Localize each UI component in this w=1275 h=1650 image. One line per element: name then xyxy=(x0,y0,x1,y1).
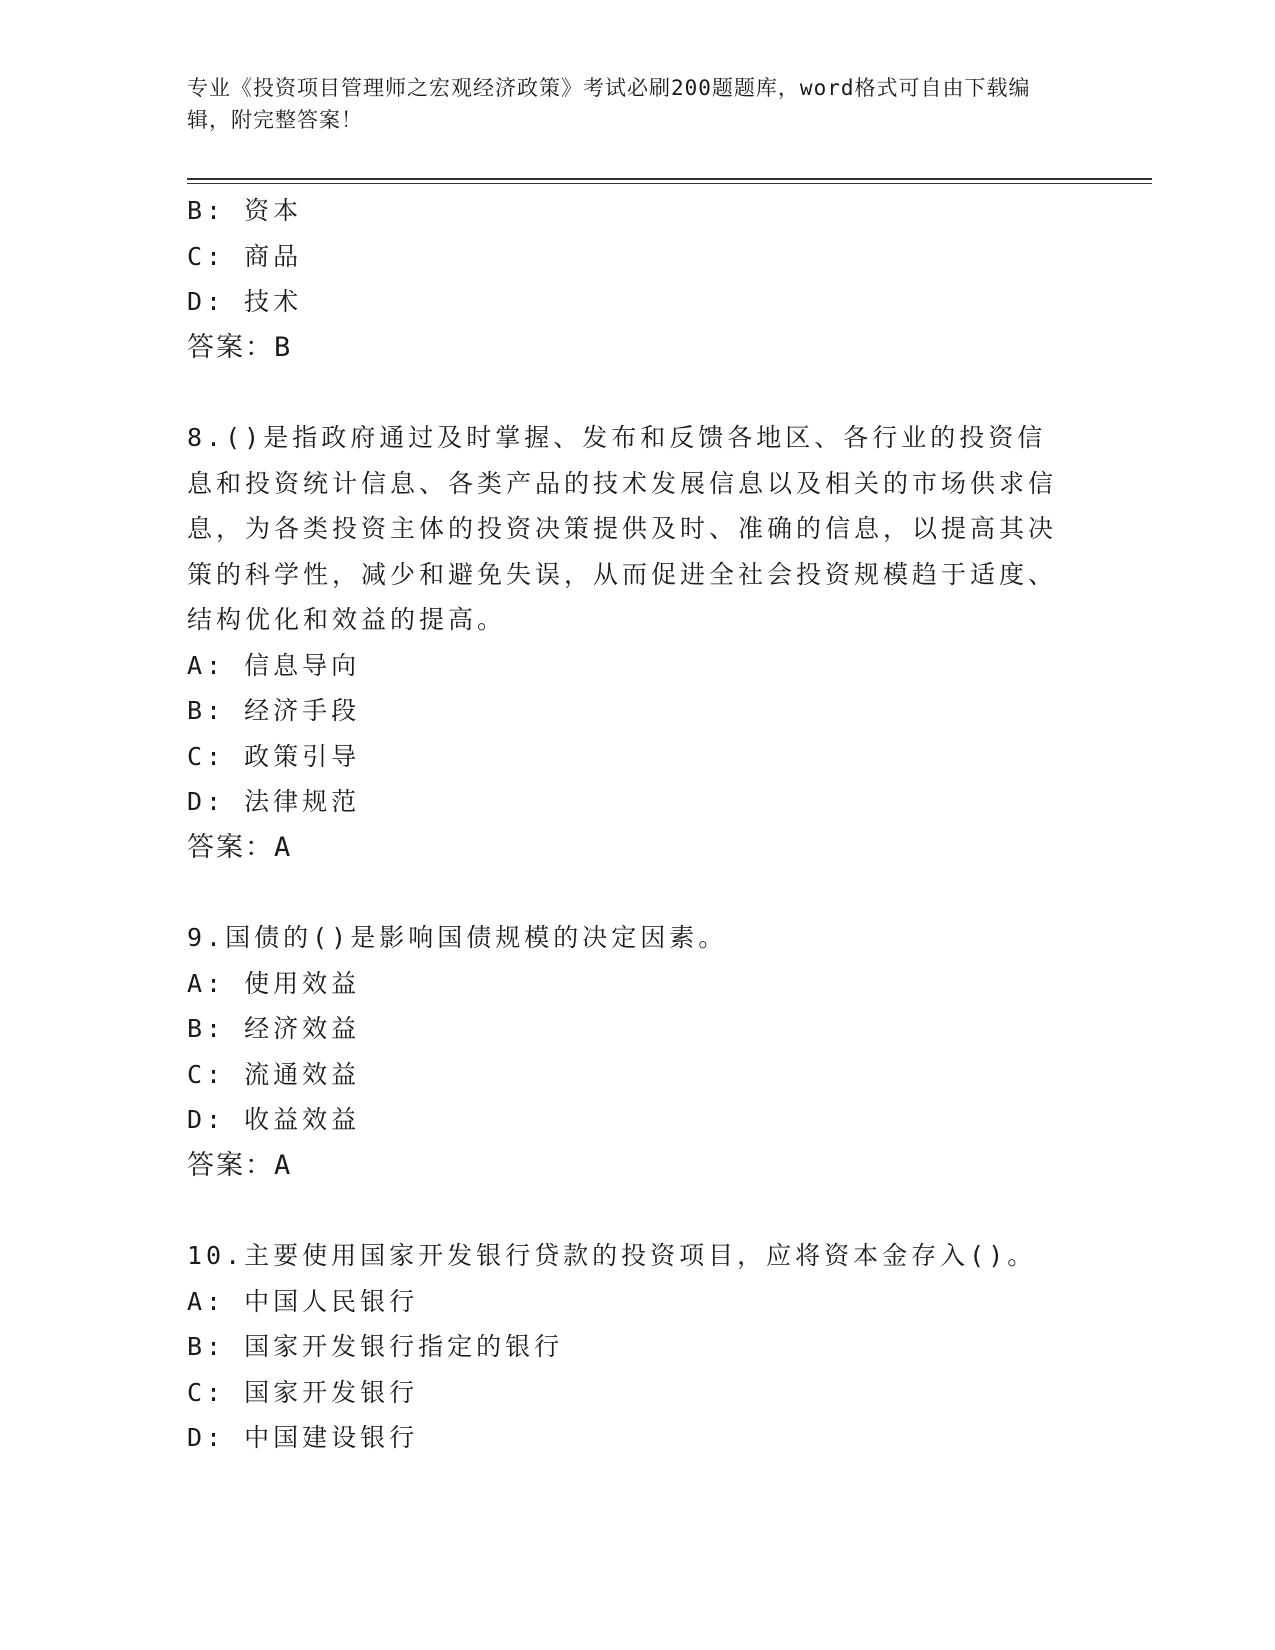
option-a: A: 使用效益 xyxy=(187,968,361,998)
option-a: A: 中国人民银行 xyxy=(187,1286,419,1316)
document-header: 专业《投资项目管理师之宏观经济政策》考试必刷200题题库，word格式可自由下载编辑，附完整答案！ xyxy=(187,76,1031,132)
option-d: D: 法律规范 xyxy=(187,787,361,816)
option-c: C: 政策引导 xyxy=(187,741,361,771)
option-a: A: 信息导向 xyxy=(187,650,361,680)
option-d: D: 技术 xyxy=(187,287,303,316)
option-c: C: 商品 xyxy=(187,241,303,271)
option-b: B: 国家开发银行指定的银行 xyxy=(187,1332,564,1361)
question-text: 9.国债的()是影响国债规模的决定因素。 xyxy=(187,923,728,952)
question-text: 8.()是指政府通过及时掌握、发布和反馈各地区、各行业的投资信息和投资统计信息、各类产品的技术发展信息以及相关的市场供求信息，为各类投资主体的投资决策提供及时、准确的信息，以提高其决策的科学性，减少和避免失误，从而促进全社会投资规模趋于适度、结构优化和效益的提高。 xyxy=(187,423,1058,634)
option-b: B: 经济手段 xyxy=(187,696,361,725)
answer-line: 答案：A xyxy=(187,1149,293,1181)
option-d: D: 中国建设银行 xyxy=(187,1423,419,1452)
partial-question xyxy=(187,188,1067,370)
option-b: B: 资本 xyxy=(187,196,303,225)
option-b: B: 经济效益 xyxy=(187,1014,361,1043)
question-10 xyxy=(187,1233,1067,1461)
question-9 xyxy=(187,915,1067,1188)
question-list xyxy=(187,188,1067,1461)
header-divider xyxy=(187,178,1152,184)
option-c: C: 国家开发银行 xyxy=(187,1377,419,1407)
answer-line: 答案：B xyxy=(187,331,293,363)
option-d: D: 收益效益 xyxy=(187,1105,361,1134)
question-8 xyxy=(187,415,1067,870)
question-text: 10.主要使用国家开发银行贷款的投资项目，应将资本金存入()。 xyxy=(187,1241,1037,1270)
option-c: C: 流通效益 xyxy=(187,1059,361,1089)
answer-line: 答案：A xyxy=(187,831,293,863)
